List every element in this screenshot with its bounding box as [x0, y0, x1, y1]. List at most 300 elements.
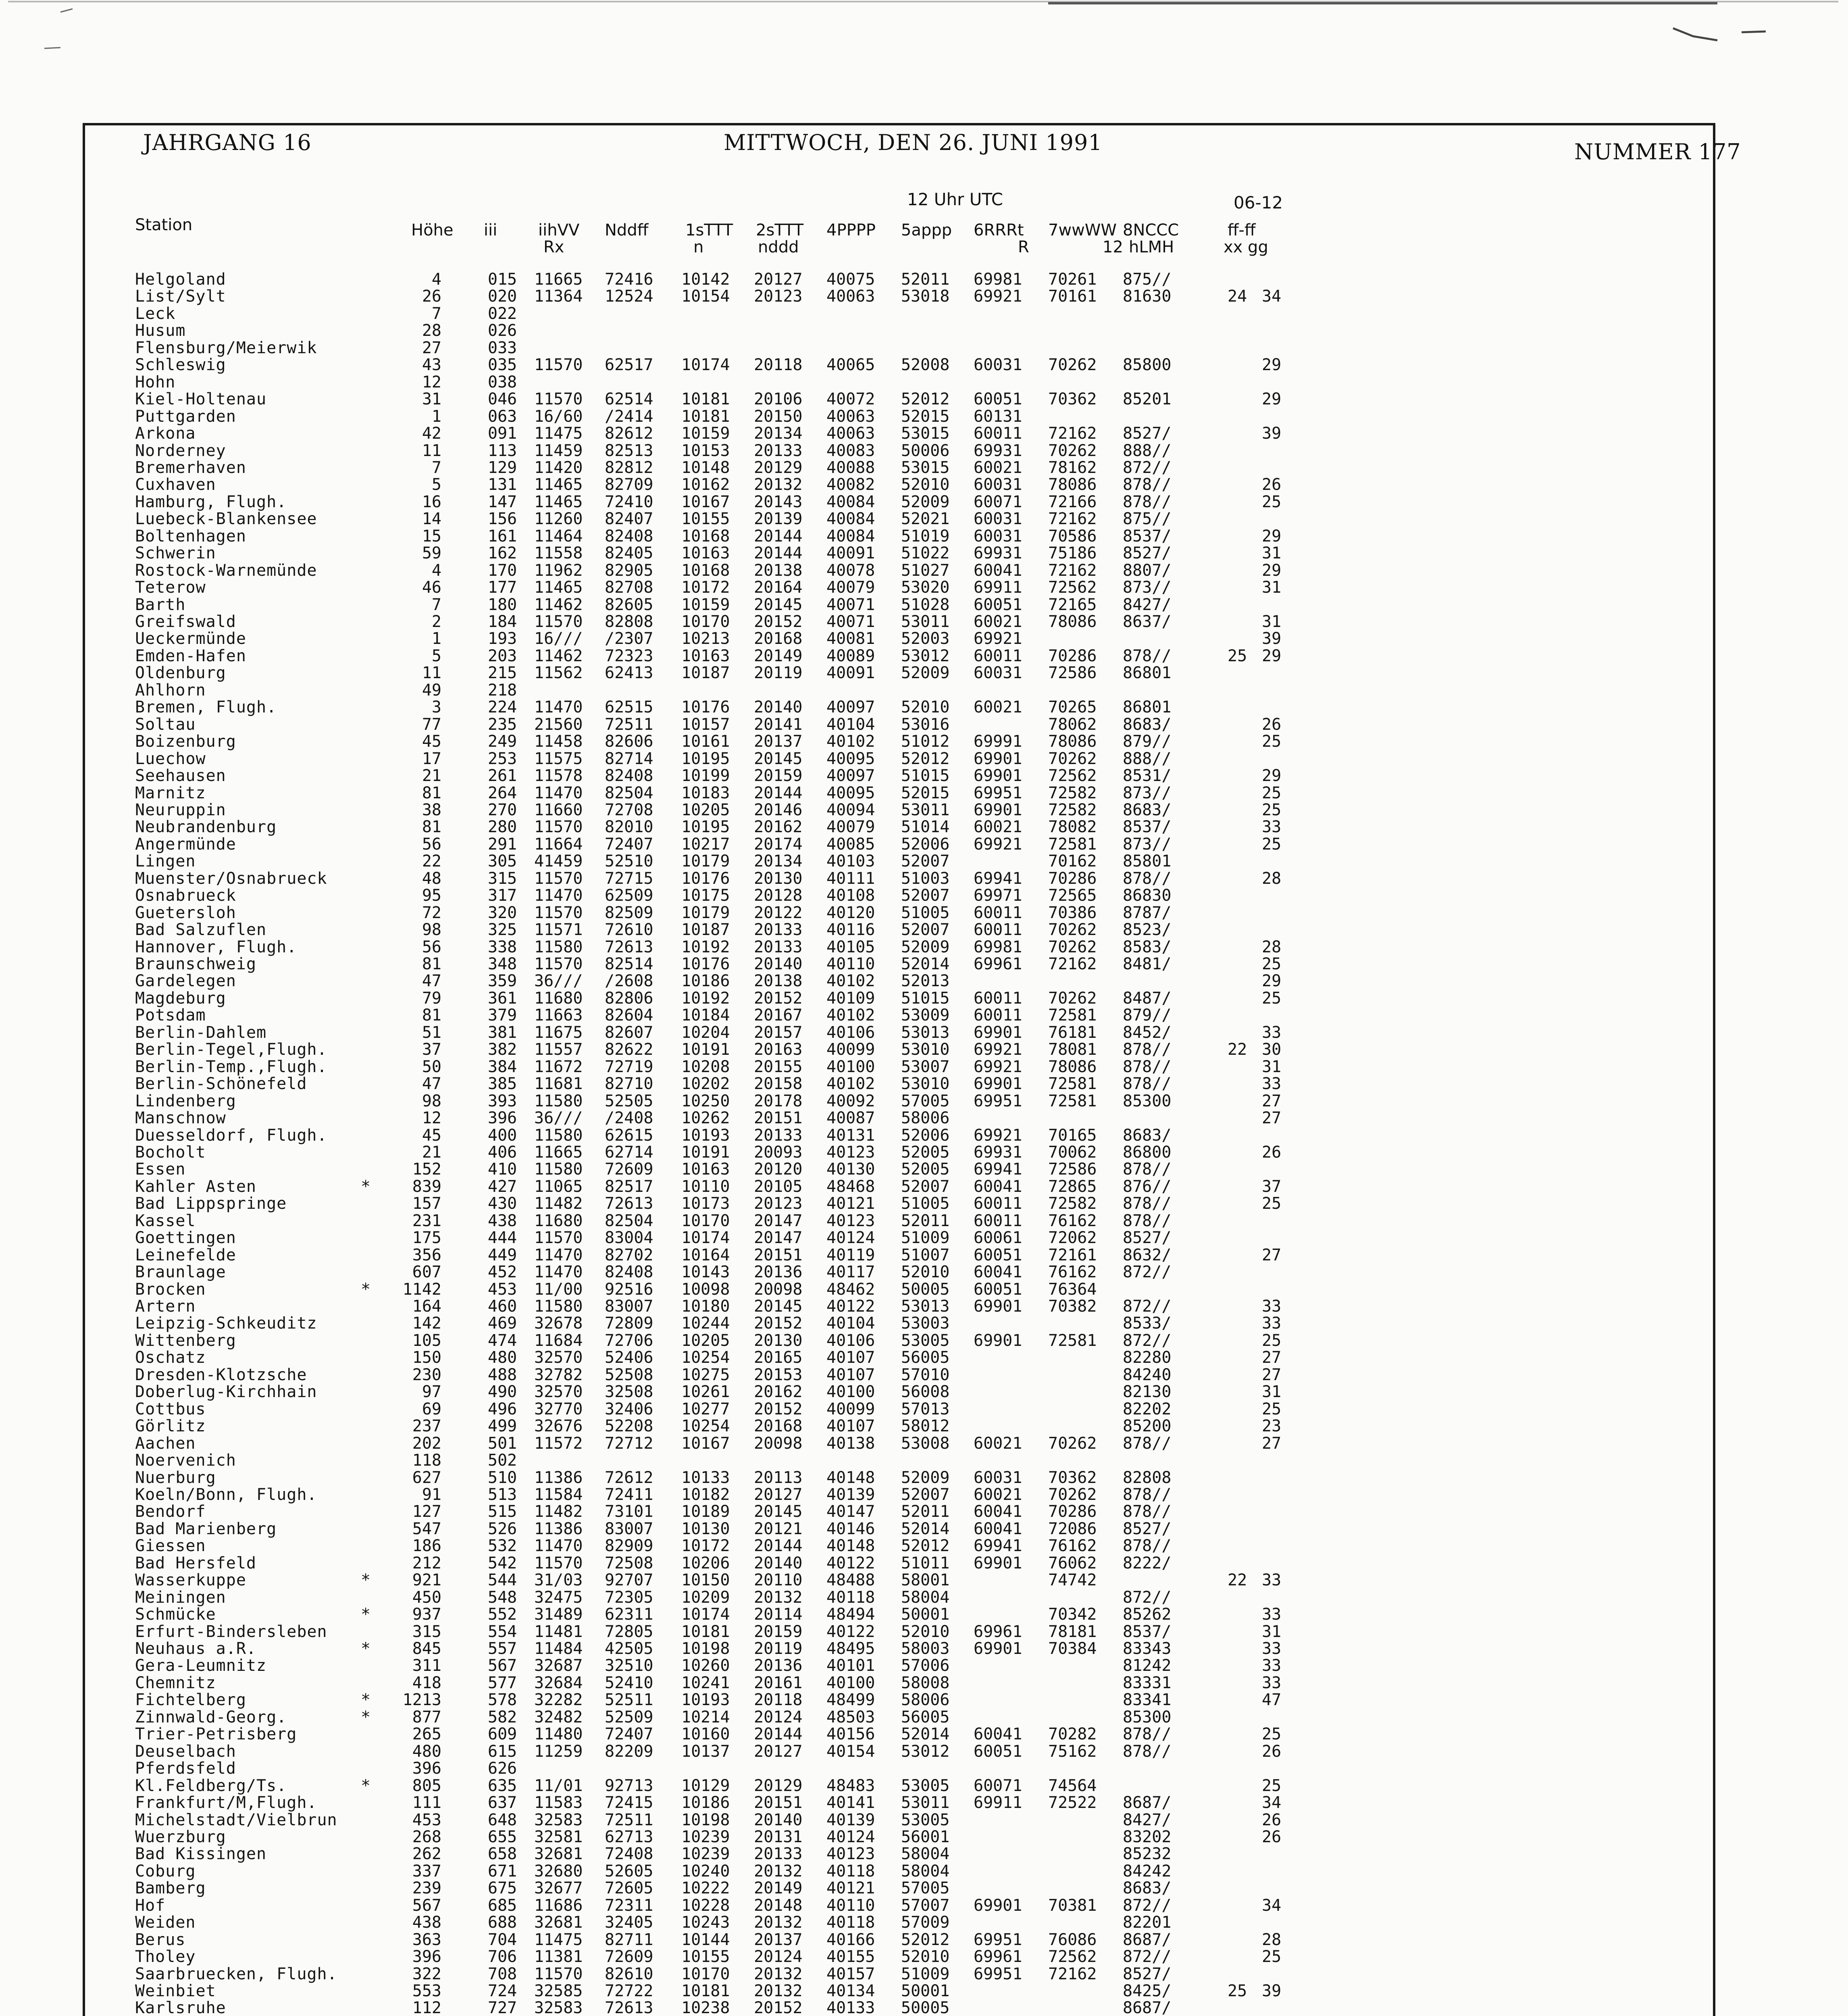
cell-t1: 10192: [681, 938, 730, 956]
cell-iii: 162: [488, 544, 517, 562]
cell-p5: 52007: [901, 1177, 950, 1196]
cell-hoehe: 627: [412, 1468, 441, 1487]
cell-t1: 10195: [681, 818, 730, 836]
cell-t2: 20132: [754, 1982, 803, 2000]
table-row: [0, 1537, 1848, 1554]
cell-w7: 70161: [1048, 287, 1097, 306]
table-row: [0, 1794, 1848, 1811]
cell-nddff: 72613: [605, 1999, 653, 2016]
col-station: Station: [135, 216, 193, 234]
cell-n8: 872//: [1123, 458, 1172, 477]
cell-n8: 879//: [1123, 732, 1172, 751]
cell-t1: 10179: [681, 904, 730, 922]
cell-n8: 888//: [1123, 442, 1172, 460]
cell-station: Bad Kissingen: [135, 1845, 267, 1863]
cell-iii: 147: [488, 493, 517, 511]
cell-ihvv: 11580: [534, 1092, 583, 1110]
cell-r6: 60021: [974, 458, 1022, 477]
table-row: [0, 1914, 1848, 1931]
cell-ihvv: 32583: [534, 1811, 583, 1829]
cell-ff2: 31: [1262, 578, 1282, 597]
cell-r6: 69901: [974, 1075, 1022, 1093]
cell-marker: *: [361, 1177, 371, 1196]
cell-p4: 40081: [826, 629, 875, 648]
cell-p4: 40085: [826, 835, 875, 854]
cell-hoehe: 237: [412, 1417, 441, 1435]
cell-hoehe: 91: [422, 1485, 441, 1504]
cell-hoehe: 921: [412, 1571, 441, 1589]
cell-p4: 40123: [826, 1845, 875, 1863]
cell-iii: 193: [488, 629, 517, 648]
cell-nddff: 82513: [605, 442, 653, 460]
cell-nddff: 82710: [605, 1075, 653, 1093]
cell-nddff: 12524: [605, 287, 653, 306]
cell-r6: 60041: [974, 1263, 1022, 1281]
cell-t1: 10153: [681, 442, 730, 460]
table-row: [0, 613, 1848, 630]
cell-nddff: 62517: [605, 356, 653, 374]
cell-n8: 8637/: [1123, 612, 1172, 631]
cell-p5: 51027: [901, 561, 950, 580]
table-row: [0, 990, 1848, 1007]
cell-ff2: 33: [1262, 1571, 1282, 1589]
cell-t1: 10260: [681, 1656, 730, 1675]
cell-p4: 40123: [826, 1212, 875, 1230]
cell-ihvv: 11475: [534, 1931, 583, 1949]
cell-w7: 72162: [1048, 510, 1097, 528]
cell-t2: 20118: [754, 356, 803, 374]
cell-iii: 253: [488, 750, 517, 768]
cell-p5: 53008: [901, 1434, 950, 1453]
cell-station: Goettingen: [135, 1229, 236, 1247]
cell-ihvv: 11580: [534, 1160, 583, 1179]
cell-p5: 53007: [901, 1058, 950, 1076]
cell-t1: 10240: [681, 1862, 730, 1881]
cell-t1: 10254: [681, 1417, 730, 1435]
col-ff: ff-ff: [1228, 221, 1256, 240]
table-row: [0, 476, 1848, 493]
cell-station: Pferdsfeld: [135, 1759, 236, 1778]
cell-hoehe: 231: [412, 1212, 441, 1230]
cell-station: Ueckermünde: [135, 629, 246, 648]
col-r6: 6RRRt: [974, 221, 1024, 240]
cell-ihvv: 11665: [534, 270, 583, 289]
cell-t2: 20144: [754, 1725, 803, 1743]
cell-t1: 10172: [681, 1537, 730, 1555]
cell-t2: 20144: [754, 544, 803, 562]
cell-p5: 53009: [901, 1006, 950, 1025]
cell-ff2: 27: [1262, 1092, 1282, 1110]
cell-p4: 40094: [826, 801, 875, 819]
cell-hoehe: 17: [422, 750, 441, 768]
cell-ihvv: 32581: [534, 1828, 583, 1846]
cell-t1: 10137: [681, 1742, 730, 1761]
cell-iii: 315: [488, 869, 517, 888]
cell-t2: 20151: [754, 1246, 803, 1264]
cell-ihvv: 11578: [534, 766, 583, 785]
cell-hoehe: 547: [412, 1520, 441, 1538]
cell-t1: 10181: [681, 1622, 730, 1641]
cell-station: Bamberg: [135, 1879, 206, 1897]
cell-n8: 878//: [1123, 1212, 1172, 1230]
cell-hoehe: 1: [431, 629, 441, 648]
cell-p5: 51007: [901, 1246, 950, 1264]
cell-p5: 53005: [901, 1811, 950, 1829]
table-row: [0, 973, 1848, 989]
cell-t1: 10176: [681, 869, 730, 888]
cell-p4: 40133: [826, 1999, 875, 2016]
cell-iii: 320: [488, 904, 517, 922]
cell-station: Hamburg, Flugh.: [135, 493, 287, 511]
cell-n8: 872//: [1123, 1263, 1172, 1281]
cell-ff2: 33: [1262, 1314, 1282, 1333]
cell-p4: 40124: [826, 1229, 875, 1247]
cell-ihvv: 11575: [534, 750, 583, 768]
cell-iii: 430: [488, 1194, 517, 1213]
cell-hoehe: 47: [422, 1075, 441, 1093]
cell-r6: 69961: [974, 1947, 1022, 1966]
cell-iii: 635: [488, 1776, 517, 1795]
cell-station: Weinbiet: [135, 1982, 216, 2000]
cell-p5: 53013: [901, 1023, 950, 1042]
cell-r6: 69951: [974, 1965, 1022, 1983]
cell-p4: 40157: [826, 1965, 875, 1983]
cell-r6: 60021: [974, 698, 1022, 716]
cell-ff2: 27: [1262, 1109, 1282, 1127]
cell-station: Görlitz: [135, 1417, 206, 1435]
cell-p5: 53010: [901, 1075, 950, 1093]
table-row: [0, 1435, 1848, 1452]
cell-ff2: 25: [1262, 989, 1282, 1008]
cell-hoehe: 607: [412, 1263, 441, 1281]
cell-t2: 20164: [754, 578, 803, 597]
cell-p4: 40124: [826, 1828, 875, 1846]
cell-ihvv: 11462: [534, 647, 583, 665]
cell-marker: *: [361, 1639, 371, 1658]
cell-p5: 53005: [901, 1776, 950, 1795]
cell-hoehe: 553: [412, 1982, 441, 2000]
cell-n8: 82202: [1123, 1400, 1172, 1418]
cell-nddff: 72605: [605, 1879, 653, 1897]
cell-nddff: 52511: [605, 1691, 653, 1709]
cell-station: Leck: [135, 304, 176, 323]
cell-hoehe: 95: [422, 886, 441, 905]
cell-hoehe: 12: [422, 1109, 441, 1127]
cell-p4: 40122: [826, 1622, 875, 1641]
cell-p5: 52010: [901, 698, 950, 716]
cell-iii: 046: [488, 390, 517, 408]
cell-t1: 10187: [681, 921, 730, 939]
cell-ihvv: 11065: [534, 1177, 583, 1196]
cell-r6: 60011: [974, 989, 1022, 1008]
table-row: [0, 562, 1848, 579]
table-row: [0, 750, 1848, 767]
cell-n8: 86830: [1123, 886, 1172, 905]
cell-nddff: 72706: [605, 1331, 653, 1350]
cell-n8: 878//: [1123, 1058, 1172, 1076]
cell-ff2: 23: [1262, 1417, 1282, 1435]
cell-n8: 8807/: [1123, 561, 1172, 580]
cell-p4: 40102: [826, 972, 875, 990]
cell-hoehe: 1213: [402, 1691, 441, 1709]
cell-p4: 40063: [826, 424, 875, 443]
cell-w7: 76162: [1048, 1212, 1097, 1230]
cell-p5: 57007: [901, 1896, 950, 1915]
cell-nddff: 83007: [605, 1520, 653, 1538]
cell-station: Boltenhagen: [135, 527, 246, 546]
cell-t2: 20151: [754, 1109, 803, 1127]
cell-ihvv: 31489: [534, 1605, 583, 1624]
cell-w7: 72581: [1048, 1006, 1097, 1025]
cell-t1: 10250: [681, 1092, 730, 1110]
cell-p4: 40102: [826, 1006, 875, 1025]
cell-t2: 20118: [754, 1691, 803, 1709]
cell-hoehe: 805: [412, 1776, 441, 1795]
cell-p4: 40072: [826, 390, 875, 408]
cell-ff2: 33: [1262, 1023, 1282, 1042]
cell-ff2: 29: [1262, 647, 1282, 665]
cell-nddff: 32510: [605, 1656, 653, 1675]
cell-w7: 78162: [1048, 458, 1097, 477]
cell-t1: 10174: [681, 1605, 730, 1624]
cell-ff2: 33: [1262, 1605, 1282, 1624]
cell-hoehe: 2: [431, 612, 441, 631]
cell-n8: 8425/: [1123, 1982, 1172, 2000]
cell-p4: 40134: [826, 1982, 875, 2000]
cell-station: Erfurt-Bindersleben: [135, 1622, 327, 1641]
cell-t1: 10198: [681, 1811, 730, 1829]
cell-nddff: 42505: [605, 1639, 653, 1658]
cell-hoehe: 142: [412, 1314, 441, 1333]
cell-hoehe: 27: [422, 339, 441, 357]
table-row: [0, 1178, 1848, 1195]
cell-r6: 69911: [974, 1793, 1022, 1812]
cell-ff2: 29: [1262, 972, 1282, 990]
cell-hoehe: 239: [412, 1879, 441, 1897]
cell-nddff: 72508: [605, 1554, 653, 1572]
cell-r6: 60031: [974, 475, 1022, 494]
cell-r6: 69901: [974, 1023, 1022, 1042]
cell-ihvv: 11660: [534, 801, 583, 819]
table-row: [0, 1110, 1848, 1127]
cell-p4: 40102: [826, 1075, 875, 1093]
cell-t1: 10261: [681, 1383, 730, 1401]
cell-iii: 469: [488, 1314, 517, 1333]
cell-w7: 70261: [1048, 270, 1097, 289]
cell-nddff: 82408: [605, 766, 653, 785]
cell-p4: 40103: [826, 852, 875, 871]
cell-station: Tholey: [135, 1947, 196, 1966]
cell-ihvv: 11558: [534, 544, 583, 562]
cell-ihvv: 11675: [534, 1023, 583, 1042]
cell-ihvv: 11470: [534, 886, 583, 905]
cell-hoehe: 937: [412, 1605, 441, 1624]
cell-p5: 52008: [901, 356, 950, 374]
cell-iii: 249: [488, 732, 517, 751]
cell-hoehe: 11: [422, 442, 441, 460]
table-row: [0, 374, 1848, 391]
cell-n8: 83202: [1123, 1828, 1172, 1846]
cell-p4: 40131: [826, 1126, 875, 1145]
cell-ihvv: 32684: [534, 1674, 583, 1692]
cell-n8: 8787/: [1123, 904, 1172, 922]
cell-w7: 72582: [1048, 784, 1097, 802]
cell-ihvv: 11570: [534, 612, 583, 631]
cell-station: Wasserkuppe: [135, 1571, 246, 1589]
cell-hoehe: 81: [422, 1006, 441, 1025]
cell-p4: 40118: [826, 1588, 875, 1607]
cell-n8: 878//: [1123, 869, 1172, 888]
table-row: [0, 1298, 1848, 1315]
cell-p5: 52012: [901, 390, 950, 408]
table-row: [0, 1041, 1848, 1058]
cell-nddff: 92516: [605, 1280, 653, 1299]
cell-station: Duesseldorf, Flugh.: [135, 1126, 327, 1145]
table-row: [0, 1863, 1848, 1880]
cell-p4: 40078: [826, 561, 875, 580]
cell-n8: 86801: [1123, 664, 1172, 682]
cell-t1: 10186: [681, 972, 730, 990]
cell-iii: 015: [488, 270, 517, 289]
cell-station: Rostock-Warnemünde: [135, 561, 317, 580]
cell-iii: 671: [488, 1862, 517, 1881]
cell-iii: 706: [488, 1947, 517, 1966]
cell-ihvv: 11481: [534, 1622, 583, 1641]
cell-station: Barth: [135, 596, 186, 614]
cell-t2: 20121: [754, 1520, 803, 1538]
cell-t1: 10244: [681, 1314, 730, 1333]
cell-ihvv: 11470: [534, 698, 583, 716]
cell-t2: 20133: [754, 1126, 803, 1145]
cell-p5: 52015: [901, 407, 950, 426]
cell-n8: 872//: [1123, 1588, 1172, 1607]
cell-r6: 69941: [974, 1537, 1022, 1555]
cell-t1: 10204: [681, 1023, 730, 1042]
cell-t2: 20145: [754, 750, 803, 768]
cell-r6: 60131: [974, 407, 1022, 426]
cell-hoehe: 38: [422, 801, 441, 819]
cell-iii: 396: [488, 1109, 517, 1127]
cell-p4: 48499: [826, 1691, 875, 1709]
cell-iii: 548: [488, 1588, 517, 1607]
cell-hoehe: 480: [412, 1742, 441, 1761]
cell-r6: 69921: [974, 1058, 1022, 1076]
cell-t1: 10217: [681, 835, 730, 854]
cell-station: Frankfurt/M,Flugh.: [135, 1793, 317, 1812]
cell-p5: 56005: [901, 1348, 950, 1367]
cell-ihvv: 11672: [534, 1058, 583, 1076]
cell-marker: *: [361, 1776, 371, 1795]
cell-p4: 40148: [826, 1537, 875, 1555]
cell-p5: 57005: [901, 1879, 950, 1897]
cell-iii: 480: [488, 1348, 517, 1367]
cell-p4: 40079: [826, 818, 875, 836]
cell-p5: 53005: [901, 1331, 950, 1350]
cell-t2: 20124: [754, 1947, 803, 1966]
cell-iii: 688: [488, 1913, 517, 1932]
cell-hoehe: 7: [431, 458, 441, 477]
cell-t2: 20129: [754, 1776, 803, 1795]
cell-r6: 60041: [974, 561, 1022, 580]
cell-w7: 72562: [1048, 1947, 1097, 1966]
table-row: [0, 1075, 1848, 1092]
cell-nddff: 52509: [605, 1708, 653, 1727]
col-ihvv-sub: Rx: [543, 238, 564, 256]
cell-iii: 224: [488, 698, 517, 716]
table-row: [0, 836, 1848, 853]
cell-ihvv: 32677: [534, 1879, 583, 1897]
cell-nddff: 52505: [605, 1092, 653, 1110]
cell-station: Hof: [135, 1896, 166, 1915]
cell-ihvv: 11580: [534, 1297, 583, 1316]
table-row: [0, 356, 1848, 373]
cell-p5: 52007: [901, 1485, 950, 1504]
cell-iii: 113: [488, 442, 517, 460]
cell-t1: 10174: [681, 356, 730, 374]
cell-ff2: 29: [1262, 561, 1282, 580]
cell-p5: 51014: [901, 818, 950, 836]
cell-p4: 40141: [826, 1793, 875, 1812]
cell-nddff: 62413: [605, 664, 653, 682]
cell-t2: 20123: [754, 1194, 803, 1213]
cell-ff2: 29: [1262, 527, 1282, 546]
cell-p5: 52007: [901, 852, 950, 871]
cell-iii: 724: [488, 1982, 517, 2000]
table-row: [0, 853, 1848, 870]
cell-hoehe: 46: [422, 578, 441, 597]
cell-t1: 10174: [681, 1229, 730, 1247]
cell-p5: 53011: [901, 1793, 950, 1812]
cell-t1: 10184: [681, 1006, 730, 1025]
cell-p5: 58012: [901, 1417, 950, 1435]
cell-t1: 10143: [681, 1263, 730, 1281]
cell-t1: 10206: [681, 1554, 730, 1572]
cell-iii: 542: [488, 1554, 517, 1572]
cell-p4: 40084: [826, 527, 875, 546]
cell-hoehe: 567: [412, 1896, 441, 1915]
cell-nddff: 82607: [605, 1023, 653, 1042]
cell-t2: 20136: [754, 1656, 803, 1675]
col-ihvv: iihVV: [538, 221, 580, 240]
cell-nddff: 82610: [605, 1965, 653, 1983]
cell-w7: 70286: [1048, 869, 1097, 888]
cell-p4: 40139: [826, 1485, 875, 1504]
table-row: [0, 1657, 1848, 1674]
cell-hoehe: 47: [422, 972, 441, 990]
cell-hoehe: 839: [412, 1177, 441, 1196]
cell-p4: 48483: [826, 1776, 875, 1795]
cell-t2: 20165: [754, 1348, 803, 1367]
cell-hoehe: 157: [412, 1194, 441, 1213]
cell-station: Soltau: [135, 715, 196, 734]
cell-hoehe: 77: [422, 715, 441, 734]
cell-p5: 52010: [901, 475, 950, 494]
cell-nddff: 72415: [605, 1793, 653, 1812]
cell-ihvv: 16/60: [534, 407, 583, 426]
cell-ihvv: 32770: [534, 1400, 583, 1418]
cell-p5: 50005: [901, 1280, 950, 1299]
table-row: [0, 1401, 1848, 1418]
cell-p4: 40095: [826, 750, 875, 768]
cell-t2: 20178: [754, 1092, 803, 1110]
cell-w7: 78086: [1048, 1058, 1097, 1076]
cell-p4: 40092: [826, 1092, 875, 1110]
cell-station: Schwerin: [135, 544, 216, 562]
cell-hoehe: 72: [422, 904, 441, 922]
table-row: [0, 1093, 1848, 1110]
cell-t1: 10162: [681, 475, 730, 494]
cell-p5: 52014: [901, 1725, 950, 1743]
